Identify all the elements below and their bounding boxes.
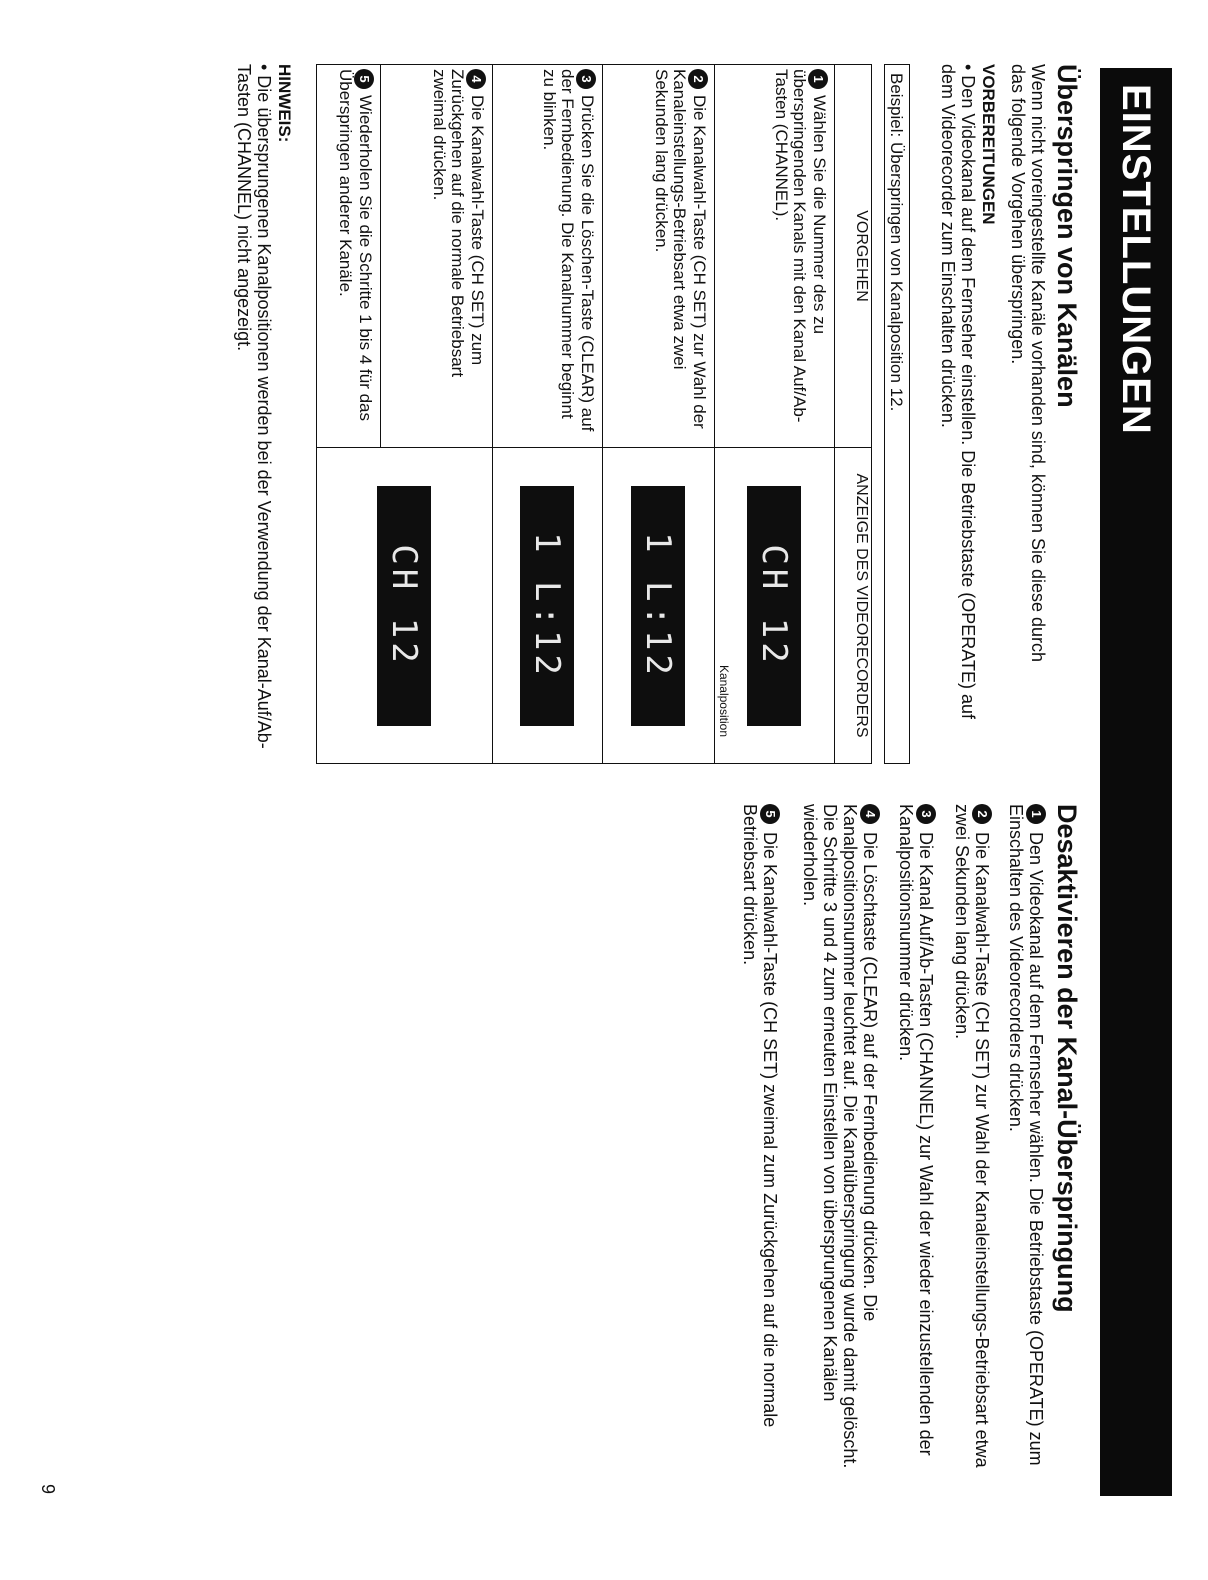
step-cell xyxy=(317,65,381,448)
list-item xyxy=(740,804,780,1494)
list-item xyxy=(1006,804,1046,1494)
step-number-icon: 2 xyxy=(688,69,708,89)
display-cell xyxy=(715,448,835,764)
section2-title: Desaktivieren der Kanal-Überspringung xyxy=(1052,804,1082,1313)
page-number: 9 xyxy=(38,1484,58,1495)
step-number-icon: 3 xyxy=(916,804,936,824)
col-header-anzeige: ANZEIGE DES VIDEORECORDERS xyxy=(835,448,872,764)
step-text: Die Kanal Auf/Ab-Tasten (CHANNEL) zur Wahl der wieder einzustellenden der Kanalpositionsnummer drücken. xyxy=(896,804,936,1456)
step-number-icon: 4 xyxy=(860,804,880,824)
steps-table xyxy=(316,64,872,764)
prep-heading: VORBEREITUNGEN xyxy=(979,64,998,225)
col-header-vorgehen: VORGEHEN xyxy=(835,65,872,448)
step-cell xyxy=(381,65,493,448)
step-number-icon: 1 xyxy=(1026,804,1046,824)
step-number-icon: 1 xyxy=(808,69,828,89)
step-text: Wiederholen Sie die Schritte 1 bis 4 für das Überspringen anderer Kanäle. xyxy=(336,69,375,422)
vcr-display-blinking: 1 L:12 xyxy=(521,486,575,726)
section-banner: EINSTELLUNGEN xyxy=(1100,68,1172,1496)
step-cell xyxy=(493,65,603,448)
step-text: Den Videokanal auf dem Fernseher wählen. Die Betriebstaste (OPERATE) zum Einschalten des Videorecorders drücken. xyxy=(1006,804,1046,1466)
vcr-display: CH 12 xyxy=(378,486,432,726)
display-cell xyxy=(603,448,715,764)
step-text: Die Kanalwahl-Taste (CH SET) zur Wahl der Kanaleinstellungs-Betriebsart etwa zwei Sekunden lang drücken. xyxy=(952,804,992,1468)
step-text: Wählen Sie die Nummer des zu überspringenden Kanals mit den Kanal Auf/Ab-Tasten (CHANNEL). xyxy=(772,69,829,423)
hint-text: • Die übersprungenen Kanalpositionen werden bei der Verwendung der Kanal-Auf/Ab-Tasten (CHANNEL) nicht angezeigt. xyxy=(234,64,274,749)
hint-heading: HINWEIS: xyxy=(275,64,294,143)
section1-intro: Wenn nicht voreingestellte Kanäle vorhanden sind, können Sie diese durch das folgende Vorgehen überspringen. xyxy=(1008,64,1048,663)
kanalposition-label: Kanalposition xyxy=(717,664,731,737)
section1-title: Überspringen von Kanälen xyxy=(1052,64,1082,408)
list-item xyxy=(800,804,880,1494)
display-cell xyxy=(493,448,603,764)
table-row xyxy=(603,65,715,764)
vcr-display: 1 L:12 xyxy=(632,486,686,726)
list-item xyxy=(952,804,992,1494)
example-box: Beispiel: Überspringen von Kanalposition 12. xyxy=(884,64,910,764)
display-cell xyxy=(317,448,493,764)
table-row xyxy=(381,65,493,764)
step-number-icon: 4 xyxy=(466,69,486,89)
step-number-icon: 3 xyxy=(576,69,596,89)
step-text: Drücken Sie die Löschen-Taste (CLEAR) auf der Fernbedienung. Die Kanalnummer beginnt zu blinken. xyxy=(540,69,597,432)
step-number-icon: 5 xyxy=(354,69,374,89)
table-row xyxy=(493,65,603,764)
step-number-icon: 2 xyxy=(972,804,992,824)
step-text: Die Löschtaste (CLEAR) auf der Fernbedienung drücken. Die Kanalpositionsnummer leuchtet auf. Die Kanalüberspringung wurde damit gelöscht. Die Schritte 3 und 4 zum erneuten Einstellen von übersprungenen Kanälen wiederholen. xyxy=(800,804,880,1469)
prep-text: • Den Videokanal auf dem Fernseher einstellen. Die Betriebstaste (OPERATE) auf dem Videorecorder zum Einschalten drücken. xyxy=(938,64,978,719)
step-text: Die Kanalwahl-Taste (CH SET) zur Wahl der Kanaleinstellungs-Betriebsart etwa zwei Sekunden lang drücken. xyxy=(652,69,709,429)
step-cell xyxy=(715,65,835,448)
list-item xyxy=(896,804,936,1494)
step-number-icon: 5 xyxy=(760,804,780,824)
step-cell xyxy=(603,65,715,448)
step-text: Die Kanalwahl-Taste (CH SET) zum Zurückgehen auf die normale Betriebsart zweimal drücken. xyxy=(430,69,487,378)
vcr-display: CH 12 xyxy=(748,486,802,726)
table-row xyxy=(715,65,835,764)
step-text: Die Kanalwahl-Taste (CH SET) zweimal zum Zurückgehen auf die normale Betriebsart drücken. xyxy=(740,804,780,1428)
